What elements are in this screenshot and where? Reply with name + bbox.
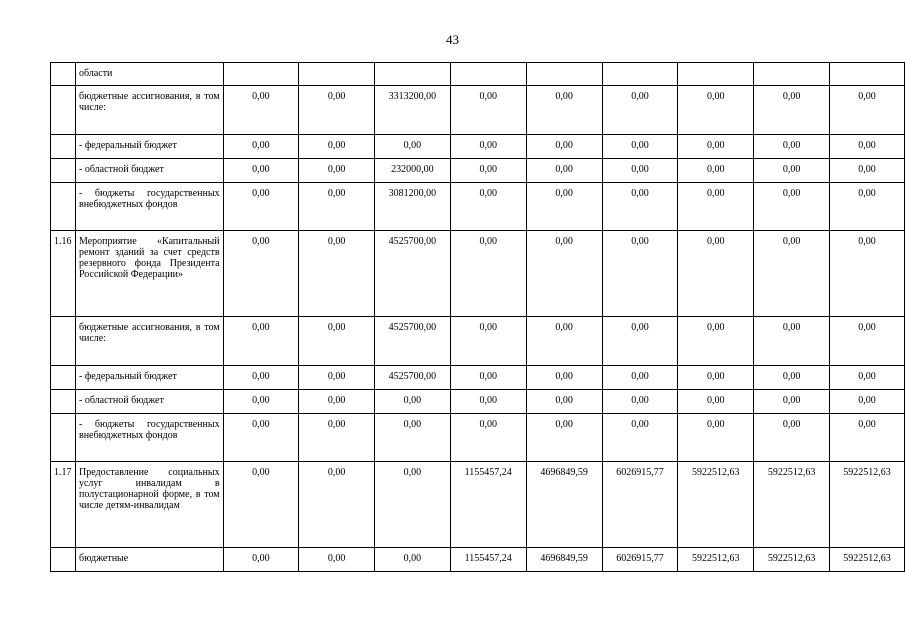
amount-cell: 0,00 bbox=[374, 135, 450, 159]
amount-cell: 0,00 bbox=[299, 462, 375, 548]
amount-cell: 1155457,24 bbox=[450, 462, 526, 548]
amount-cell bbox=[678, 63, 754, 86]
amount-cell: 0,00 bbox=[299, 86, 375, 135]
amount-cell bbox=[223, 63, 299, 86]
amount-cell: 0,00 bbox=[754, 159, 830, 183]
amount-cell: 0,00 bbox=[299, 390, 375, 414]
amount-cell: 0,00 bbox=[754, 414, 830, 462]
amount-cell: 5922512,63 bbox=[754, 548, 830, 572]
item-name-cell: - бюджеты государственных внебюджетных фондов bbox=[75, 183, 223, 231]
amount-cell: 0,00 bbox=[678, 86, 754, 135]
amount-cell: 6026915,77 bbox=[602, 548, 678, 572]
amount-cell bbox=[526, 63, 602, 86]
amount-cell: 6026915,77 bbox=[602, 462, 678, 548]
table-row bbox=[51, 390, 905, 414]
row-number-cell bbox=[51, 548, 76, 572]
amount-cell: 0,00 bbox=[223, 86, 299, 135]
amount-cell: 0,00 bbox=[374, 390, 450, 414]
amount-cell: 0,00 bbox=[223, 462, 299, 548]
amount-cell: 0,00 bbox=[678, 414, 754, 462]
amount-cell: 0,00 bbox=[602, 366, 678, 390]
table-row bbox=[51, 183, 905, 231]
amount-cell: 5922512,63 bbox=[830, 548, 905, 572]
amount-cell: 0,00 bbox=[830, 390, 905, 414]
item-name-cell: бюджетные ассигнования, в том числе: bbox=[75, 317, 223, 366]
amount-cell: 0,00 bbox=[754, 366, 830, 390]
table-row bbox=[51, 159, 905, 183]
amount-cell: 0,00 bbox=[299, 548, 375, 572]
item-name-cell: - бюджеты государственных внебюджетных фондов bbox=[75, 414, 223, 462]
table-row bbox=[51, 86, 905, 135]
amount-cell: 0,00 bbox=[830, 317, 905, 366]
row-number-cell bbox=[51, 159, 76, 183]
amount-cell: 0,00 bbox=[223, 548, 299, 572]
amount-cell: 0,00 bbox=[602, 317, 678, 366]
amount-cell: 0,00 bbox=[223, 390, 299, 414]
budget-table-body bbox=[51, 63, 905, 572]
amount-cell: 5922512,63 bbox=[678, 548, 754, 572]
amount-cell: 0,00 bbox=[754, 390, 830, 414]
amount-cell: 0,00 bbox=[602, 231, 678, 317]
amount-cell: 1155457,24 bbox=[450, 548, 526, 572]
amount-cell: 0,00 bbox=[754, 135, 830, 159]
amount-cell: 0,00 bbox=[450, 183, 526, 231]
table-row bbox=[51, 548, 905, 572]
amount-cell: 0,00 bbox=[678, 231, 754, 317]
amount-cell: 3313200,00 bbox=[374, 86, 450, 135]
table-row bbox=[51, 231, 905, 317]
amount-cell: 0,00 bbox=[223, 317, 299, 366]
amount-cell: 0,00 bbox=[450, 414, 526, 462]
budget-table bbox=[50, 62, 905, 572]
amount-cell: 4696849,59 bbox=[526, 548, 602, 572]
amount-cell: 0,00 bbox=[299, 183, 375, 231]
amount-cell: 0,00 bbox=[450, 159, 526, 183]
amount-cell: 0,00 bbox=[299, 159, 375, 183]
amount-cell: 0,00 bbox=[374, 462, 450, 548]
row-number-cell bbox=[51, 135, 76, 159]
row-number-cell: 1.16 bbox=[51, 231, 76, 317]
table-row bbox=[51, 63, 905, 86]
amount-cell: 0,00 bbox=[526, 159, 602, 183]
amount-cell: 0,00 bbox=[526, 183, 602, 231]
item-name-cell: Предоставление социальных услуг инвалидам в полустационарной форме, в том числе детям-инвалидам bbox=[75, 462, 223, 548]
amount-cell: 0,00 bbox=[450, 86, 526, 135]
row-number-cell bbox=[51, 317, 76, 366]
item-name-cell: - областной бюджет bbox=[75, 159, 223, 183]
amount-cell: 0,00 bbox=[678, 317, 754, 366]
table-row bbox=[51, 366, 905, 390]
amount-cell: 0,00 bbox=[526, 390, 602, 414]
amount-cell: 5922512,63 bbox=[830, 462, 905, 548]
amount-cell: 0,00 bbox=[526, 231, 602, 317]
amount-cell: 0,00 bbox=[678, 159, 754, 183]
amount-cell: 0,00 bbox=[678, 183, 754, 231]
amount-cell: 0,00 bbox=[830, 231, 905, 317]
amount-cell: 0,00 bbox=[678, 135, 754, 159]
row-number-cell bbox=[51, 63, 76, 86]
amount-cell: 0,00 bbox=[678, 366, 754, 390]
item-name-cell: бюджетные ассигнования, в том числе: bbox=[75, 86, 223, 135]
amount-cell: 0,00 bbox=[754, 86, 830, 135]
amount-cell: 0,00 bbox=[526, 135, 602, 159]
amount-cell: 3081200,00 bbox=[374, 183, 450, 231]
amount-cell: 4696849,59 bbox=[526, 462, 602, 548]
page-number: 43 bbox=[446, 32, 459, 47]
amount-cell: 0,00 bbox=[374, 548, 450, 572]
table-row bbox=[51, 317, 905, 366]
amount-cell: 0,00 bbox=[450, 390, 526, 414]
row-number-cell bbox=[51, 86, 76, 135]
amount-cell: 0,00 bbox=[299, 135, 375, 159]
amount-cell: 0,00 bbox=[526, 86, 602, 135]
table-row bbox=[51, 462, 905, 548]
table-row bbox=[51, 135, 905, 159]
amount-cell: 0,00 bbox=[223, 231, 299, 317]
amount-cell bbox=[602, 63, 678, 86]
item-name-cell: Мероприятие «Капитальный ремонт зданий за счет средств резервного фонда Президента Российской Федерации» bbox=[75, 231, 223, 317]
amount-cell: 0,00 bbox=[374, 414, 450, 462]
amount-cell: 0,00 bbox=[830, 159, 905, 183]
item-name-cell: - областной бюджет bbox=[75, 390, 223, 414]
amount-cell: 0,00 bbox=[223, 414, 299, 462]
amount-cell: 0,00 bbox=[299, 414, 375, 462]
amount-cell: 0,00 bbox=[223, 135, 299, 159]
amount-cell bbox=[299, 63, 375, 86]
item-name-cell: области bbox=[75, 63, 223, 86]
table-row bbox=[51, 414, 905, 462]
row-number-cell: 1.17 bbox=[51, 462, 76, 548]
amount-cell: 0,00 bbox=[830, 414, 905, 462]
amount-cell: 0,00 bbox=[223, 159, 299, 183]
row-number-cell bbox=[51, 183, 76, 231]
amount-cell: 0,00 bbox=[830, 86, 905, 135]
amount-cell: 0,00 bbox=[678, 390, 754, 414]
item-name-cell: - федеральный бюджет bbox=[75, 366, 223, 390]
amount-cell: 0,00 bbox=[299, 366, 375, 390]
row-number-cell bbox=[51, 414, 76, 462]
amount-cell bbox=[374, 63, 450, 86]
amount-cell: 0,00 bbox=[754, 183, 830, 231]
amount-cell: 0,00 bbox=[450, 366, 526, 390]
row-number-cell bbox=[51, 390, 76, 414]
amount-cell: 0,00 bbox=[830, 183, 905, 231]
amount-cell: 0,00 bbox=[450, 135, 526, 159]
amount-cell: 232000,00 bbox=[374, 159, 450, 183]
amount-cell: 5922512,63 bbox=[678, 462, 754, 548]
amount-cell: 0,00 bbox=[223, 366, 299, 390]
amount-cell: 4525700,00 bbox=[374, 366, 450, 390]
amount-cell: 0,00 bbox=[602, 183, 678, 231]
amount-cell: 0,00 bbox=[526, 317, 602, 366]
amount-cell: 0,00 bbox=[450, 231, 526, 317]
amount-cell: 5922512,63 bbox=[754, 462, 830, 548]
amount-cell: 0,00 bbox=[602, 159, 678, 183]
item-name-cell: бюджетные bbox=[75, 548, 223, 572]
amount-cell: 0,00 bbox=[830, 366, 905, 390]
amount-cell: 0,00 bbox=[754, 317, 830, 366]
amount-cell: 0,00 bbox=[602, 135, 678, 159]
amount-cell: 0,00 bbox=[223, 183, 299, 231]
amount-cell bbox=[830, 63, 905, 86]
amount-cell: 4525700,00 bbox=[374, 317, 450, 366]
amount-cell: 0,00 bbox=[299, 317, 375, 366]
amount-cell: 4525700,00 bbox=[374, 231, 450, 317]
item-name-cell: - федеральный бюджет bbox=[75, 135, 223, 159]
row-number-cell bbox=[51, 366, 76, 390]
amount-cell: 0,00 bbox=[450, 317, 526, 366]
amount-cell: 0,00 bbox=[526, 366, 602, 390]
amount-cell: 0,00 bbox=[602, 86, 678, 135]
amount-cell: 0,00 bbox=[754, 231, 830, 317]
amount-cell: 0,00 bbox=[526, 414, 602, 462]
amount-cell: 0,00 bbox=[602, 390, 678, 414]
amount-cell: 0,00 bbox=[830, 135, 905, 159]
amount-cell bbox=[754, 63, 830, 86]
amount-cell: 0,00 bbox=[299, 231, 375, 317]
amount-cell bbox=[450, 63, 526, 86]
amount-cell: 0,00 bbox=[602, 414, 678, 462]
